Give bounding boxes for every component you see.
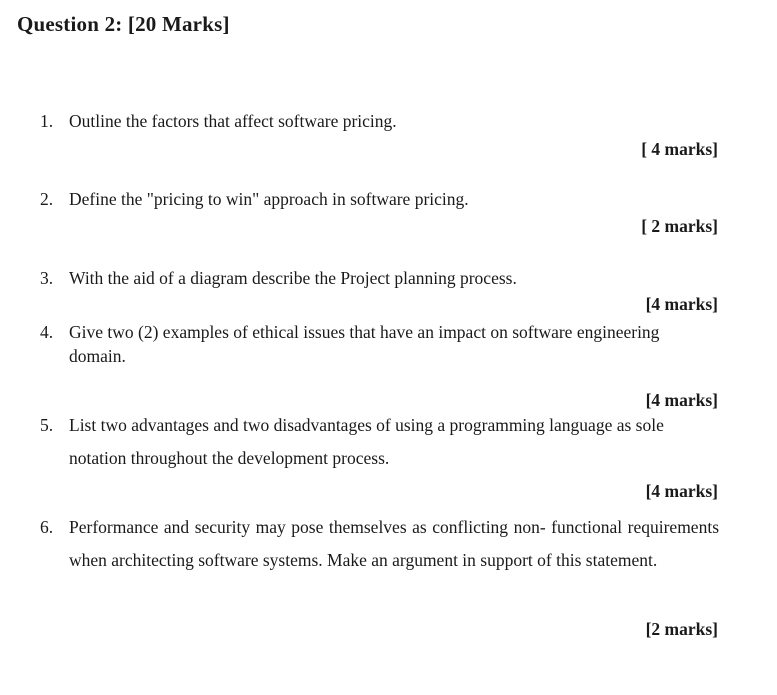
question-5-marks: [4 marks] xyxy=(645,481,718,501)
question-1-marks: [ 4 marks] xyxy=(641,139,718,159)
question-text: Performance and security may pose themselves as conflicting non- functional requirements when architecting software systems. Make an argument in support of this statement. xyxy=(69,517,719,570)
question-number: 1. xyxy=(40,111,54,131)
question-number: 4. xyxy=(40,322,54,342)
question-number: 5. xyxy=(40,415,54,435)
question-4-marks: [4 marks] xyxy=(645,390,718,410)
question-number: 6. xyxy=(40,517,54,537)
question-number: 2. xyxy=(40,189,54,209)
question-text: Give two (2) examples of ethical issues that have an impact on software engineering domain. xyxy=(69,322,660,366)
question-6-marks: [2 marks] xyxy=(645,619,718,639)
question-3-marks: [4 marks] xyxy=(645,294,718,314)
question-text: List two advantages and two disadvantages of using a programming language as sole notation throughout the development process. xyxy=(69,415,664,468)
question-text: Define the "pricing to win" approach in software pricing. xyxy=(69,189,469,209)
question-text: With the aid of a diagram describe the Project planning process. xyxy=(69,268,517,288)
question-number: 3. xyxy=(40,268,54,288)
question-2-marks: [ 2 marks] xyxy=(641,216,718,236)
page-title: Question 2: [20 Marks] xyxy=(17,12,230,36)
question-text: Outline the factors that affect software pricing. xyxy=(69,111,397,131)
